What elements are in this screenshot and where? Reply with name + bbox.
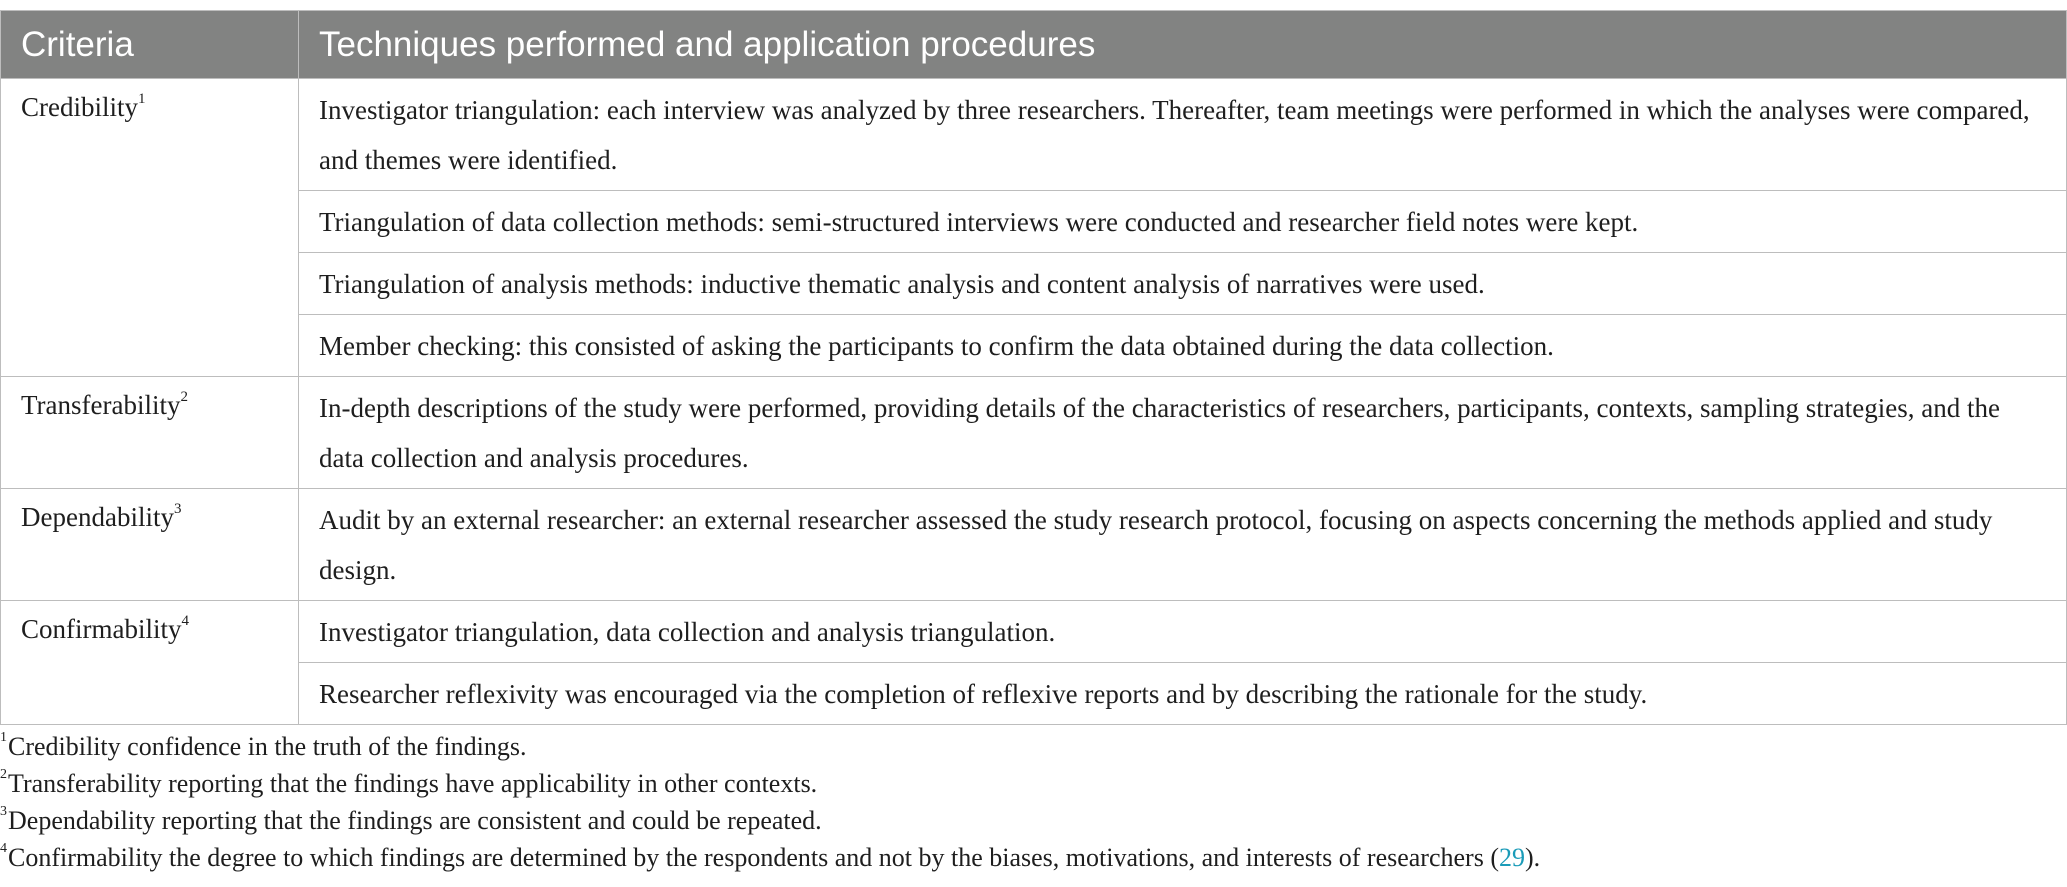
table-row bbox=[1, 663, 2067, 725]
footnote-marker: 2 bbox=[180, 389, 188, 405]
technique-cell: Audit by an external researcher: an external researcher assessed the study research protocol, focusing on aspects concerning the methods applied and study design. bbox=[299, 489, 2067, 601]
criterion-cell bbox=[1, 601, 299, 725]
footnote bbox=[0, 765, 2060, 802]
table-row bbox=[1, 489, 2067, 601]
footnote-text: Dependability reporting that the findings are consistent and could be repeated. bbox=[8, 806, 822, 835]
technique-cell: Investigator triangulation, data collection and analysis triangulation. bbox=[299, 601, 2067, 663]
criterion-cell bbox=[1, 489, 299, 601]
table-row bbox=[1, 315, 2067, 377]
criterion-cell bbox=[1, 377, 299, 489]
table-row bbox=[1, 191, 2067, 253]
table-footnotes bbox=[0, 728, 2060, 876]
technique-cell: Member checking: this consisted of asking the participants to confirm the data obtained during the data collection. bbox=[299, 315, 2067, 377]
footnote-text: Confirmability the degree to which findings are determined by the respondents and not by the biases, motivations, and interests of researchers ( bbox=[8, 843, 1499, 872]
table-row bbox=[1, 377, 2067, 489]
criterion-label: Confirmability bbox=[21, 614, 182, 644]
footnote-marker: 2 bbox=[0, 767, 7, 783]
table-row bbox=[1, 79, 2067, 191]
footnote bbox=[0, 839, 2060, 876]
table-row bbox=[1, 253, 2067, 315]
footnote-suffix: ). bbox=[1524, 843, 1541, 872]
reference-link[interactable]: 29 bbox=[1498, 843, 1525, 872]
footnote bbox=[0, 802, 2060, 839]
footnote-marker: 1 bbox=[138, 91, 146, 107]
column-header-criteria: Criteria bbox=[1, 11, 299, 79]
footnote-marker: 4 bbox=[0, 841, 7, 857]
footnote-marker: 1 bbox=[0, 730, 7, 746]
criterion-label: Transferability bbox=[21, 390, 181, 420]
footnote-text: Credibility confidence in the truth of the findings. bbox=[8, 732, 527, 761]
column-header-techniques: Techniques performed and application procedures bbox=[299, 11, 2067, 79]
footnote-text: Transferability reporting that the findings have applicability in other contexts. bbox=[8, 769, 818, 798]
footnote-marker: 3 bbox=[0, 804, 7, 820]
table-row bbox=[1, 601, 2067, 663]
footnote-marker: 3 bbox=[173, 501, 182, 517]
trustworthiness-table bbox=[0, 10, 2067, 725]
technique-cell: Triangulation of data collection methods: semi-structured interviews were conducted and researcher field notes were kept. bbox=[299, 191, 2067, 253]
footnote-marker: 4 bbox=[181, 613, 189, 629]
criterion-label: Credibility bbox=[21, 92, 138, 122]
technique-cell: Triangulation of analysis methods: inductive thematic analysis and content analysis of narratives were used. bbox=[299, 253, 2067, 315]
footnote bbox=[0, 728, 2060, 765]
criterion-label: Dependability bbox=[21, 502, 174, 532]
criterion-cell bbox=[1, 79, 299, 377]
table-header-row bbox=[1, 11, 2067, 79]
technique-cell: In-depth descriptions of the study were performed, providing details of the characteristics of researchers, participants, contexts, sampling strategies, and the data collection and analysis procedures. bbox=[299, 377, 2067, 489]
technique-cell: Researcher reflexivity was encouraged via the completion of reflexive reports and by describing the rationale for the study. bbox=[299, 663, 2067, 725]
technique-cell: Investigator triangulation: each interview was analyzed by three researchers. Thereafter, team meetings were performed in which the analyses were compared, and themes were identified. bbox=[299, 79, 2067, 191]
